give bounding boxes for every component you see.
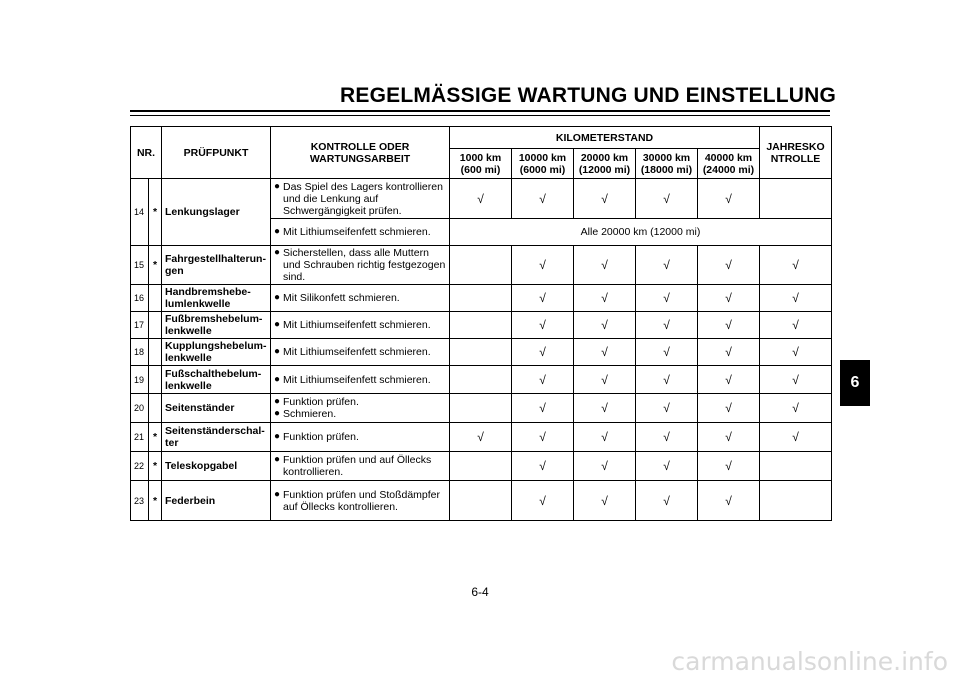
maintenance-action	[271, 219, 450, 246]
page-number: 6-4	[471, 585, 489, 599]
odometer-mi: (6000 mi)	[519, 163, 566, 176]
table-row	[131, 339, 832, 366]
maintenance-action	[271, 452, 450, 481]
interval-check: √	[698, 452, 760, 481]
action-text: Funktion prüfen.	[283, 396, 359, 408]
row-number: 20	[131, 394, 149, 423]
bullet-icon: ●	[274, 346, 281, 357]
bullet-icon: ●	[274, 180, 281, 192]
bullet-icon: ●	[274, 431, 281, 442]
odometer-km: 10000 km	[518, 151, 567, 164]
interval-check: √	[636, 452, 698, 481]
interval-check: √	[698, 246, 760, 285]
action-line	[274, 408, 446, 420]
header-annual: JAHRESKO NTROLLE	[760, 127, 832, 179]
interval-check	[450, 452, 512, 481]
interval-check: √	[636, 423, 698, 452]
interval-check: √	[512, 423, 574, 452]
interval-check: √	[512, 179, 574, 219]
maintenance-action	[271, 423, 450, 452]
interval-check	[450, 481, 512, 521]
table-row	[131, 481, 832, 521]
interval-check: √	[574, 179, 636, 219]
interval-check: √	[512, 312, 574, 339]
interval-span-text: Alle 20000 km (12000 mi)	[450, 219, 832, 246]
interval-check	[450, 339, 512, 366]
interval-check: √	[760, 366, 832, 394]
interval-check: √	[698, 423, 760, 452]
interval-check: √	[574, 339, 636, 366]
interval-check: √	[698, 339, 760, 366]
interval-check	[760, 179, 832, 219]
table-row	[131, 423, 832, 452]
dealer-marker: *	[149, 423, 162, 452]
interval-check: √	[760, 339, 832, 366]
page-title: REGELMÄSSIGE WARTUNG UND EINSTELLUNG	[340, 84, 837, 107]
header-odometer-col	[636, 149, 698, 179]
interval-check: √	[636, 394, 698, 423]
interval-check: √	[512, 246, 574, 285]
interval-check: √	[636, 179, 698, 219]
interval-check: √	[698, 312, 760, 339]
header-odometer-col	[574, 149, 636, 179]
action-line	[274, 374, 446, 386]
interval-check: √	[574, 394, 636, 423]
header-odometer-col	[450, 149, 512, 179]
table-row	[131, 452, 832, 481]
interval-check: √	[574, 366, 636, 394]
interval-check	[450, 394, 512, 423]
title-rule-thick	[130, 110, 830, 112]
interval-check: √	[636, 285, 698, 312]
action-text: Funktion prüfen und auf Öllecks kontrollieren.	[283, 454, 432, 478]
interval-check	[450, 246, 512, 285]
header-nr: NR.	[131, 127, 162, 179]
interval-check: √	[512, 394, 574, 423]
chapter-tab: 6	[840, 360, 870, 406]
interval-check: √	[574, 452, 636, 481]
title-rule-thin	[130, 115, 830, 116]
row-number: 14	[131, 179, 149, 246]
action-line	[274, 319, 446, 331]
watermark: carmanualsonline.info	[671, 647, 948, 676]
interval-check: √	[698, 366, 760, 394]
dealer-marker	[149, 366, 162, 394]
interval-check: √	[512, 452, 574, 481]
action-line	[274, 292, 446, 304]
action-text: Mit Silikonfett schmieren.	[283, 292, 400, 304]
action-text: Mit Lithiumseifenfett schmieren.	[283, 346, 431, 358]
action-line	[274, 454, 446, 478]
interval-check: √	[512, 339, 574, 366]
maintenance-action	[271, 394, 450, 423]
row-number: 16	[131, 285, 149, 312]
interval-check: √	[636, 312, 698, 339]
header-odometer-col	[512, 149, 574, 179]
check-item: Kupplungshebelum-lenkwelle	[162, 339, 271, 366]
action-line	[274, 346, 446, 358]
row-number: 17	[131, 312, 149, 339]
odometer-km: 30000 km	[642, 151, 691, 164]
interval-check: √	[574, 423, 636, 452]
action-text: Das Spiel des Lagers kontrollieren und die Lenkung auf Schwergängigkeit prüfen.	[283, 180, 443, 217]
interval-check: √	[760, 312, 832, 339]
row-number: 23	[131, 481, 149, 521]
dealer-marker	[149, 394, 162, 423]
row-number: 21	[131, 423, 149, 452]
check-item: Fußschalthebelum-lenkwelle	[162, 366, 271, 394]
bullet-icon: ●	[274, 319, 281, 330]
maintenance-action	[271, 481, 450, 521]
interval-check: √	[636, 481, 698, 521]
action-line	[274, 431, 446, 443]
interval-check: √	[760, 285, 832, 312]
table-row	[131, 366, 832, 394]
interval-check: √	[760, 246, 832, 285]
interval-check: √	[450, 179, 512, 219]
odometer-km: 20000 km	[580, 151, 629, 164]
interval-check: √	[512, 285, 574, 312]
check-item: Fahrgestellhalterun-gen	[162, 246, 271, 285]
check-item: Handbremshebe-lumlenkwelle	[162, 285, 271, 312]
bullet-icon: ●	[274, 396, 281, 407]
dealer-marker	[149, 339, 162, 366]
odometer-km: 40000 km	[704, 151, 753, 164]
odometer-km: 1000 km	[459, 151, 502, 164]
action-text: Funktion prüfen.	[283, 431, 359, 443]
interval-check: √	[574, 246, 636, 285]
check-item: Seitenständerschal-ter	[162, 423, 271, 452]
odometer-mi: (600 mi)	[460, 163, 501, 176]
interval-check: √	[760, 423, 832, 452]
table-row	[131, 179, 832, 219]
action-text: Funktion prüfen und Stoßdämpfer auf Öllecks kontrollieren.	[283, 488, 441, 513]
header-action: KONTROLLE ODER WARTUNGSARBEIT	[271, 127, 450, 179]
header-item: PRÜFPUNKT	[162, 127, 271, 179]
bullet-icon: ●	[274, 408, 281, 419]
row-number: 15	[131, 246, 149, 285]
interval-check: √	[698, 285, 760, 312]
interval-check: √	[574, 312, 636, 339]
maintenance-table	[130, 126, 832, 521]
action-line	[274, 489, 446, 513]
interval-check: √	[512, 366, 574, 394]
table-row	[131, 246, 832, 285]
interval-check: √	[698, 481, 760, 521]
odometer-mi: (24000 mi)	[702, 163, 755, 176]
header-odometer: KILOMETERSTAND	[450, 127, 760, 149]
interval-check: √	[450, 423, 512, 452]
action-text: Mit Lithiumseifenfett schmieren.	[283, 226, 431, 238]
interval-check: √	[574, 481, 636, 521]
maintenance-action	[271, 312, 450, 339]
interval-check: √	[574, 285, 636, 312]
bullet-icon: ●	[274, 247, 281, 258]
maintenance-action	[271, 339, 450, 366]
interval-check	[450, 312, 512, 339]
check-item: Seitenständer	[162, 394, 271, 423]
bullet-icon: ●	[274, 488, 281, 500]
maintenance-action	[271, 179, 450, 219]
action-text: Mit Lithiumseifenfett schmieren.	[283, 319, 431, 331]
bullet-icon: ●	[274, 292, 281, 303]
interval-check	[760, 452, 832, 481]
interval-check	[450, 366, 512, 394]
dealer-marker	[149, 312, 162, 339]
interval-check: √	[636, 339, 698, 366]
interval-check	[760, 481, 832, 521]
table-row	[131, 312, 832, 339]
odometer-mi: (12000 mi)	[578, 163, 631, 176]
action-text: Sicherstellen, dass alle Muttern und Schrauben richtig festgezogen sind.	[283, 247, 446, 283]
action-line	[274, 247, 446, 283]
action-line	[274, 226, 446, 238]
table-row	[131, 394, 832, 423]
maintenance-action	[271, 246, 450, 285]
bullet-icon: ●	[274, 454, 281, 465]
interval-check: √	[512, 481, 574, 521]
action-line	[274, 181, 446, 217]
bullet-icon: ●	[274, 373, 281, 385]
dealer-marker: *	[149, 481, 162, 521]
check-item: Federbein	[162, 481, 271, 521]
interval-check: √	[698, 394, 760, 423]
action-text: Schmieren.	[283, 408, 337, 420]
row-number: 19	[131, 366, 149, 394]
odometer-mi: (18000 mi)	[640, 163, 693, 176]
check-item: Fußbremshebelum-lenkwelle	[162, 312, 271, 339]
interval-check: √	[698, 179, 760, 219]
bullet-icon: ●	[274, 226, 281, 237]
maintenance-action	[271, 366, 450, 394]
interval-check: √	[636, 366, 698, 394]
header-odometer-col	[698, 149, 760, 179]
action-text: Mit Lithiumseifenfett schmieren.	[283, 373, 431, 386]
interval-check: √	[636, 246, 698, 285]
dealer-marker	[149, 285, 162, 312]
interval-check	[450, 285, 512, 312]
dealer-marker: *	[149, 452, 162, 481]
row-number: 22	[131, 452, 149, 481]
dealer-marker: *	[149, 179, 162, 246]
interval-check: √	[760, 394, 832, 423]
dealer-marker: *	[149, 246, 162, 285]
check-item: Teleskopgabel	[162, 452, 271, 481]
check-item: Lenkungslager	[162, 179, 271, 246]
action-line	[274, 396, 446, 408]
row-number: 18	[131, 339, 149, 366]
maintenance-action	[271, 285, 450, 312]
table-row	[131, 285, 832, 312]
